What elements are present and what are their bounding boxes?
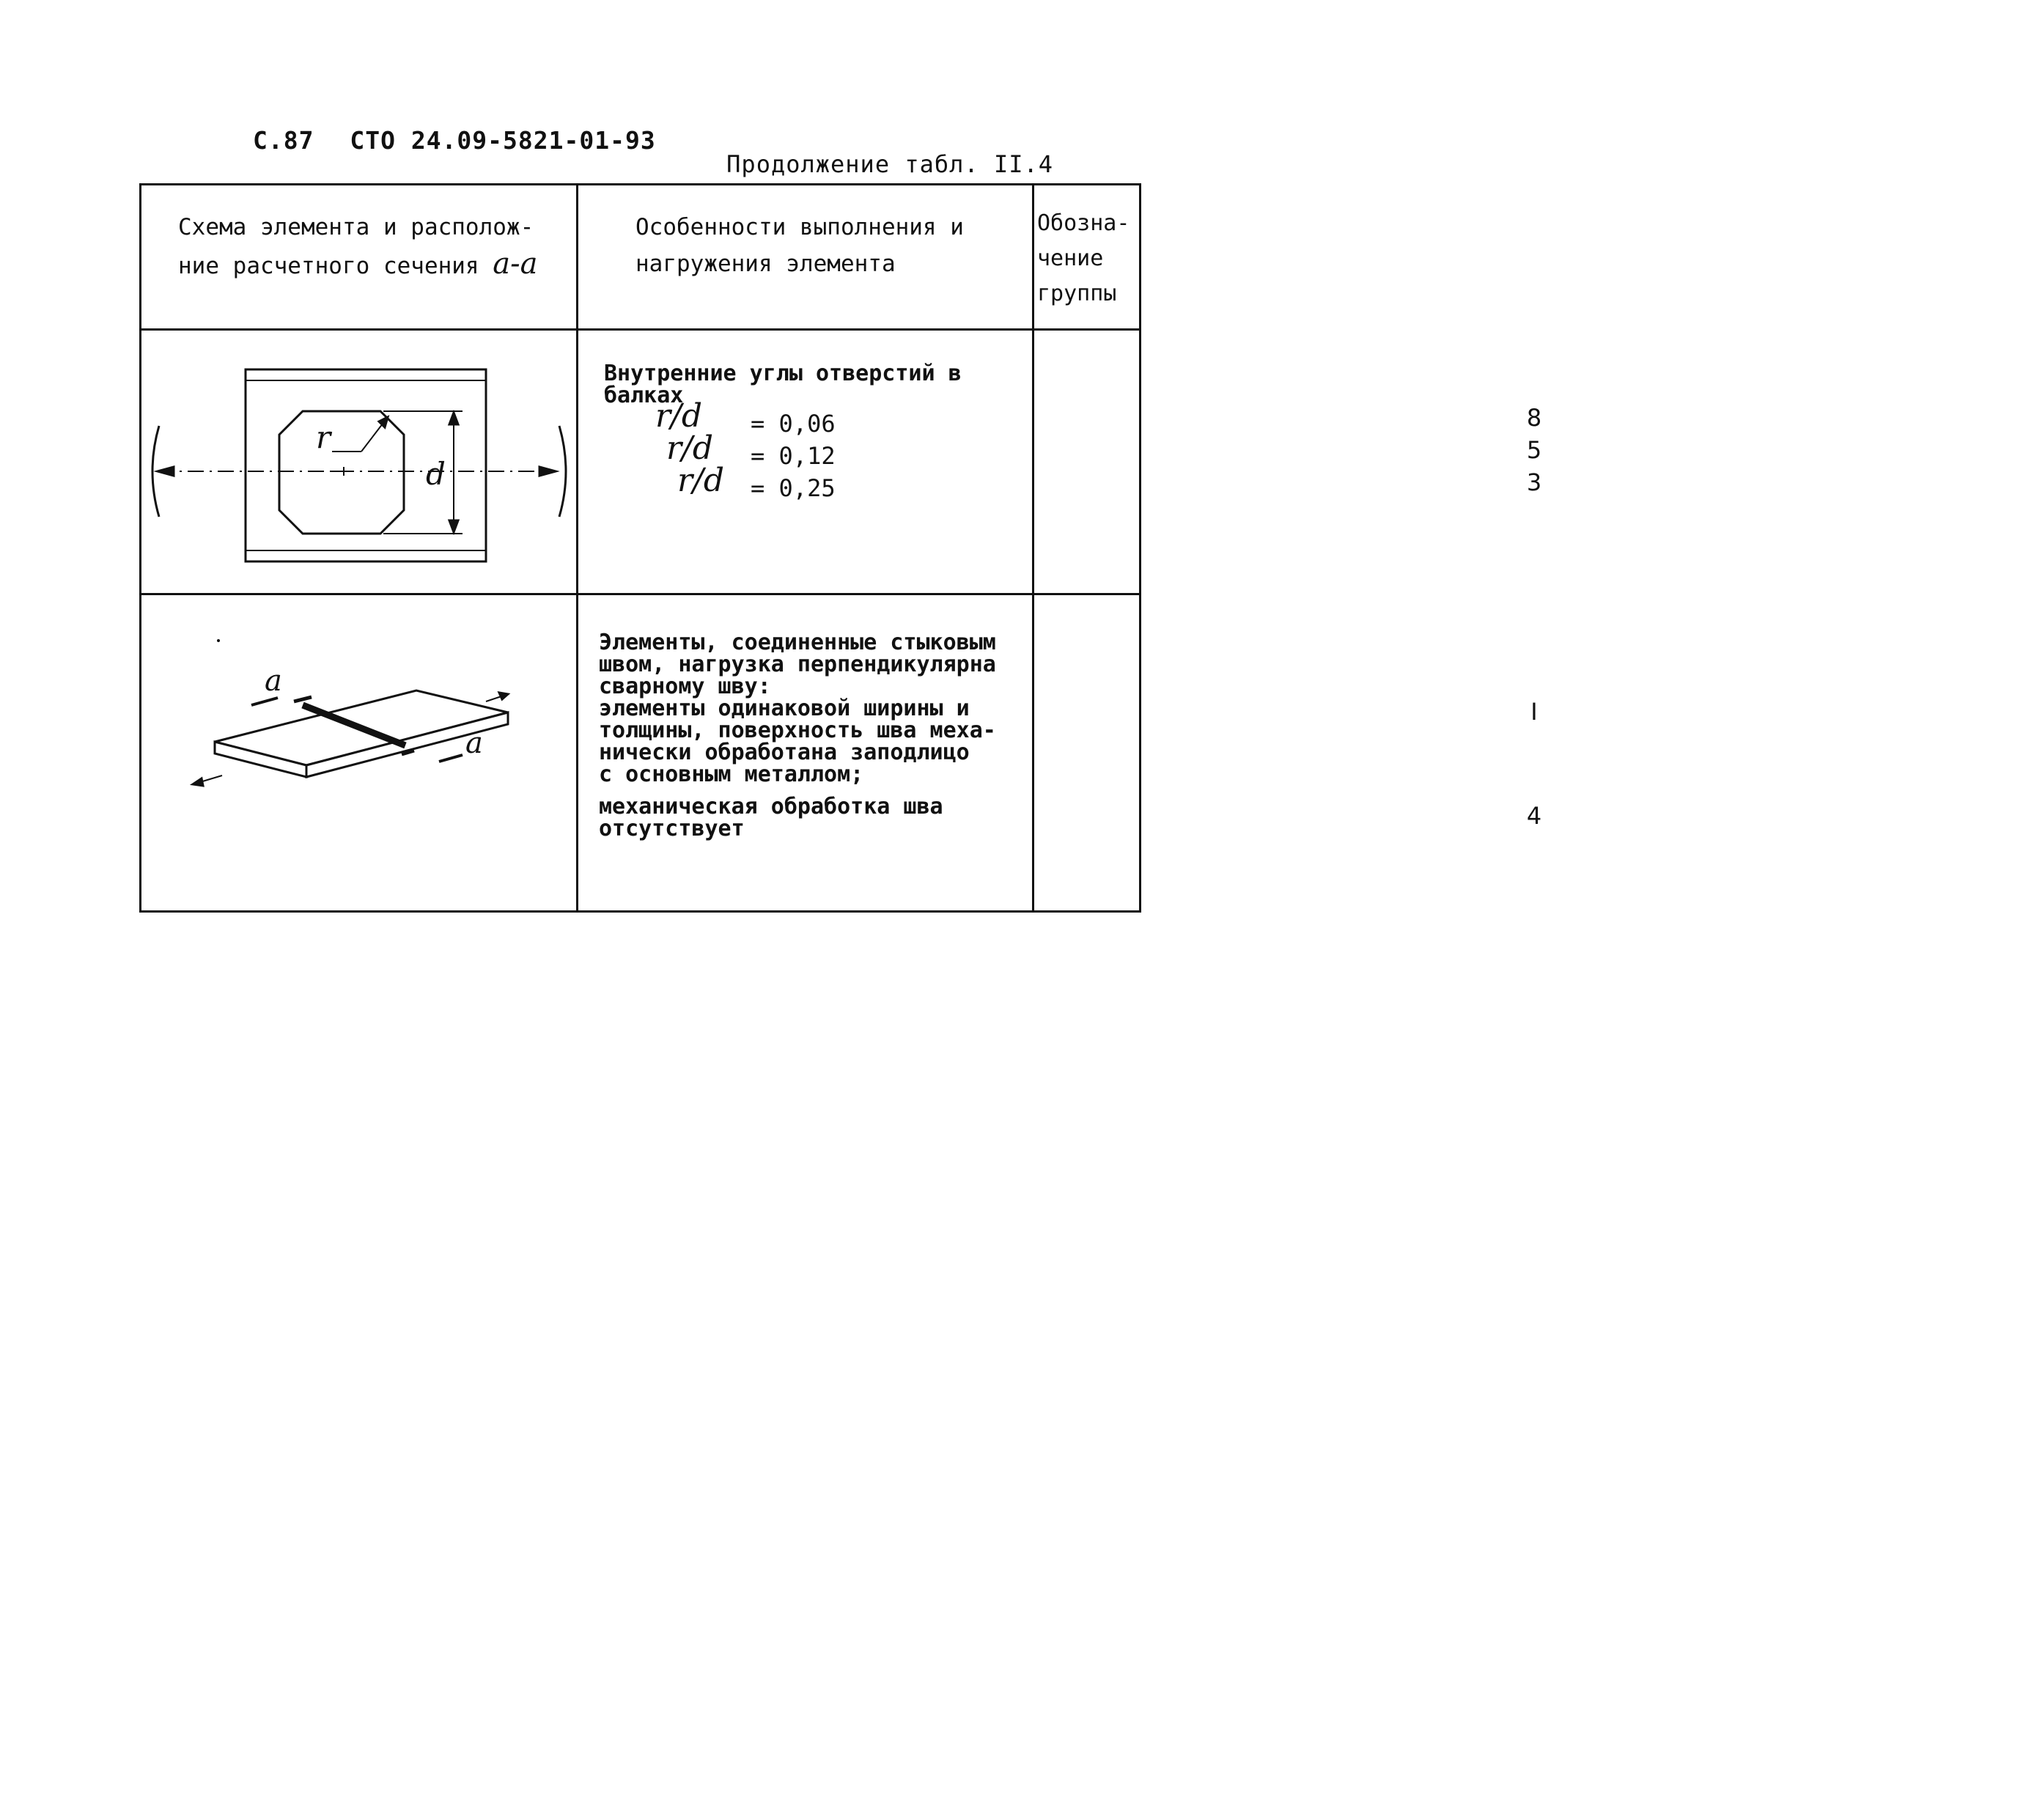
scheme-cell [141, 330, 578, 594]
welded-elements-table [139, 183, 1542, 913]
ratio-item [604, 430, 1032, 473]
header-text: чение [1037, 246, 1104, 271]
feature-text: отсутствует [599, 816, 745, 841]
feature-text: с основным металлом; [599, 762, 864, 787]
column-header-scheme [141, 185, 578, 330]
features-cell [578, 594, 1033, 912]
header-text: Обозна- [1037, 210, 1130, 236]
label-a-bottom: a [465, 726, 483, 760]
group-value: I [1530, 698, 1538, 726]
table-row [141, 594, 1141, 912]
feature-text: нически обработана заподлицо [599, 740, 970, 765]
table-header-row [141, 185, 1141, 330]
group-value: 5 [1526, 436, 1542, 464]
header-text: Особенности выполнения и [635, 214, 964, 240]
ratio-value: = 0,12 [751, 442, 836, 470]
group-cell [1033, 594, 1542, 912]
header-text: ние расчетного сечения [178, 253, 479, 279]
ratio-symbol: r/d [677, 462, 725, 499]
label-r: r [316, 419, 331, 455]
group-value: 4 [1526, 802, 1542, 830]
group-cell [1033, 330, 1542, 594]
document-code: СТО 24.09-5821-01-93 [350, 126, 656, 155]
hole-outline [279, 411, 404, 534]
features-cell [578, 330, 1033, 594]
feature-text: механическая обработка шва [599, 794, 943, 819]
section-symbol: a-a [493, 247, 538, 281]
ratio-symbol: r/d [666, 430, 714, 467]
header-text: нагружения элемента [635, 251, 896, 277]
feature-title: балках [604, 383, 684, 408]
header-text: Схема элемента и располож- [178, 214, 534, 240]
ratio-item [604, 462, 1032, 505]
feature-text: сварному шву: [599, 674, 771, 699]
beam-hole-diagram [141, 331, 578, 593]
ratio-symbol: r/d [655, 397, 703, 435]
ratio-value: = 0,25 [751, 474, 836, 502]
butt-weld-diagram [141, 595, 578, 910]
feature-title: Внутренние углы отверстий в [604, 361, 962, 386]
group-value: 3 [1526, 468, 1542, 496]
page-header [253, 126, 656, 155]
feature-text: Элементы, соединенные стыковым [599, 630, 996, 655]
column-header-features [578, 185, 1033, 330]
feature-text: толщины, поверхность шва меха- [599, 718, 996, 743]
table-continuation-label: Продолжение табл. II.4 [726, 150, 1053, 178]
feature-text: швом, нагрузка перпендикулярна [599, 652, 996, 677]
column-header-group [1033, 185, 1141, 330]
table-row [141, 330, 1141, 594]
scheme-cell [141, 594, 578, 912]
ratio-value: = 0,06 [751, 410, 836, 438]
label-a-top: a [265, 664, 282, 698]
feature-text: элементы одинаковой ширины и [599, 696, 970, 721]
header-text: группы [1037, 281, 1117, 306]
page-number: С.87 [253, 126, 314, 155]
label-d: d [426, 456, 446, 492]
group-value: 8 [1526, 404, 1542, 432]
